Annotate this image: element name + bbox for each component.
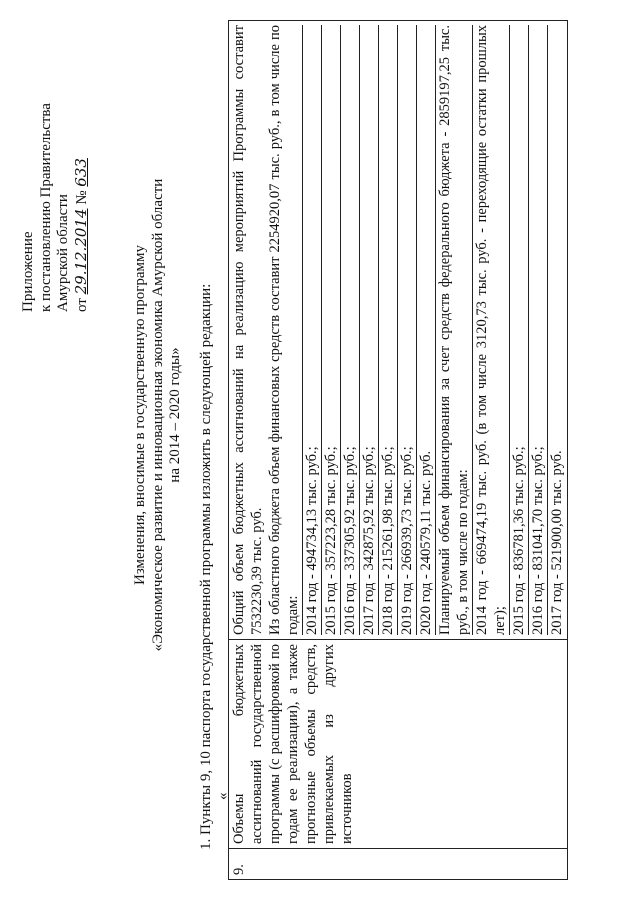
content-line: 2015 год - 357223,28 тыс. руб.; [322,25,341,635]
content-line: 2015 год - 836781,36 тыс. руб.; [510,25,529,635]
opening-quote: « [215,792,231,800]
content-line: Общий объем бюджетных ассигнований на реализацию мероприятий Программы составит 7532230,39 тыс. руб. [231,25,265,635]
content-line: 2017 год - 521900,00 тыс. руб. [549,450,565,635]
content-line: 2014 год - 669474,19 тыс. руб. (в том числе 3120,73 тыс. руб. - переходящие остатки прошлых лет); [474,25,508,635]
handwritten-date: 29.12.2014 [71,208,90,295]
intro-paragraph: 1. Пункты 9, 10 паспорта государственной программы изложить в следующей редакции: [198,283,214,850]
number-prefix: № [73,190,90,205]
title-line-1: Изменения, вносимые в государственную программу [132,245,148,585]
title-line-3: на 2014 – 2020 годы» [167,347,183,483]
content-line: 2020 год - 240579,11 тыс. руб. [417,25,436,635]
date-prefix: от [73,298,90,312]
handwritten-number: 633 [71,158,90,187]
appendix-header [20,32,91,312]
content-line: 2019 год - 266939,73 тыс. руб.; [398,25,417,635]
appendix-resolution: к постановлению Правительства [37,103,54,312]
content-line: 2014 год - 494734,13 тыс. руб.; [303,25,322,635]
content-line: Планируемый объем финансирования за счет средств федерального бюджета - 2859197,25 тыс. руб., в том числе по годам: [437,25,471,635]
row-label: Объемы бюджетных ассигнований государственной программы (с расшифровкой по годам ее реализации), а также прогнозные объемы средств, привлекаемых из других источников [229,640,568,849]
content-line: 2018 год - 215261,98 тыс. руб.; [379,25,398,635]
appendix-title: Приложение [20,231,36,312]
row-content [229,21,568,640]
content-line: 2016 год - 831041,70 тыс. руб.; [529,25,548,635]
title-line-2: «Экономическое развитие и инновационная экономика Амурской области [149,178,166,652]
row-number: 9. [229,849,568,880]
document-title [132,135,185,695]
appendix-date-number [73,32,92,312]
content-line: Из областного бюджета объем финансовых средств составит 2254920,07 тыс. руб., в том числе по годам: [267,25,301,635]
table-row [229,21,568,880]
appendix-region: Амурской области [55,194,71,312]
content-line: 2017 год - 342875,92 тыс. руб.; [360,25,379,635]
passport-table [228,20,568,880]
content-line: 2016 год - 337305,92 тыс. руб.; [341,25,360,635]
